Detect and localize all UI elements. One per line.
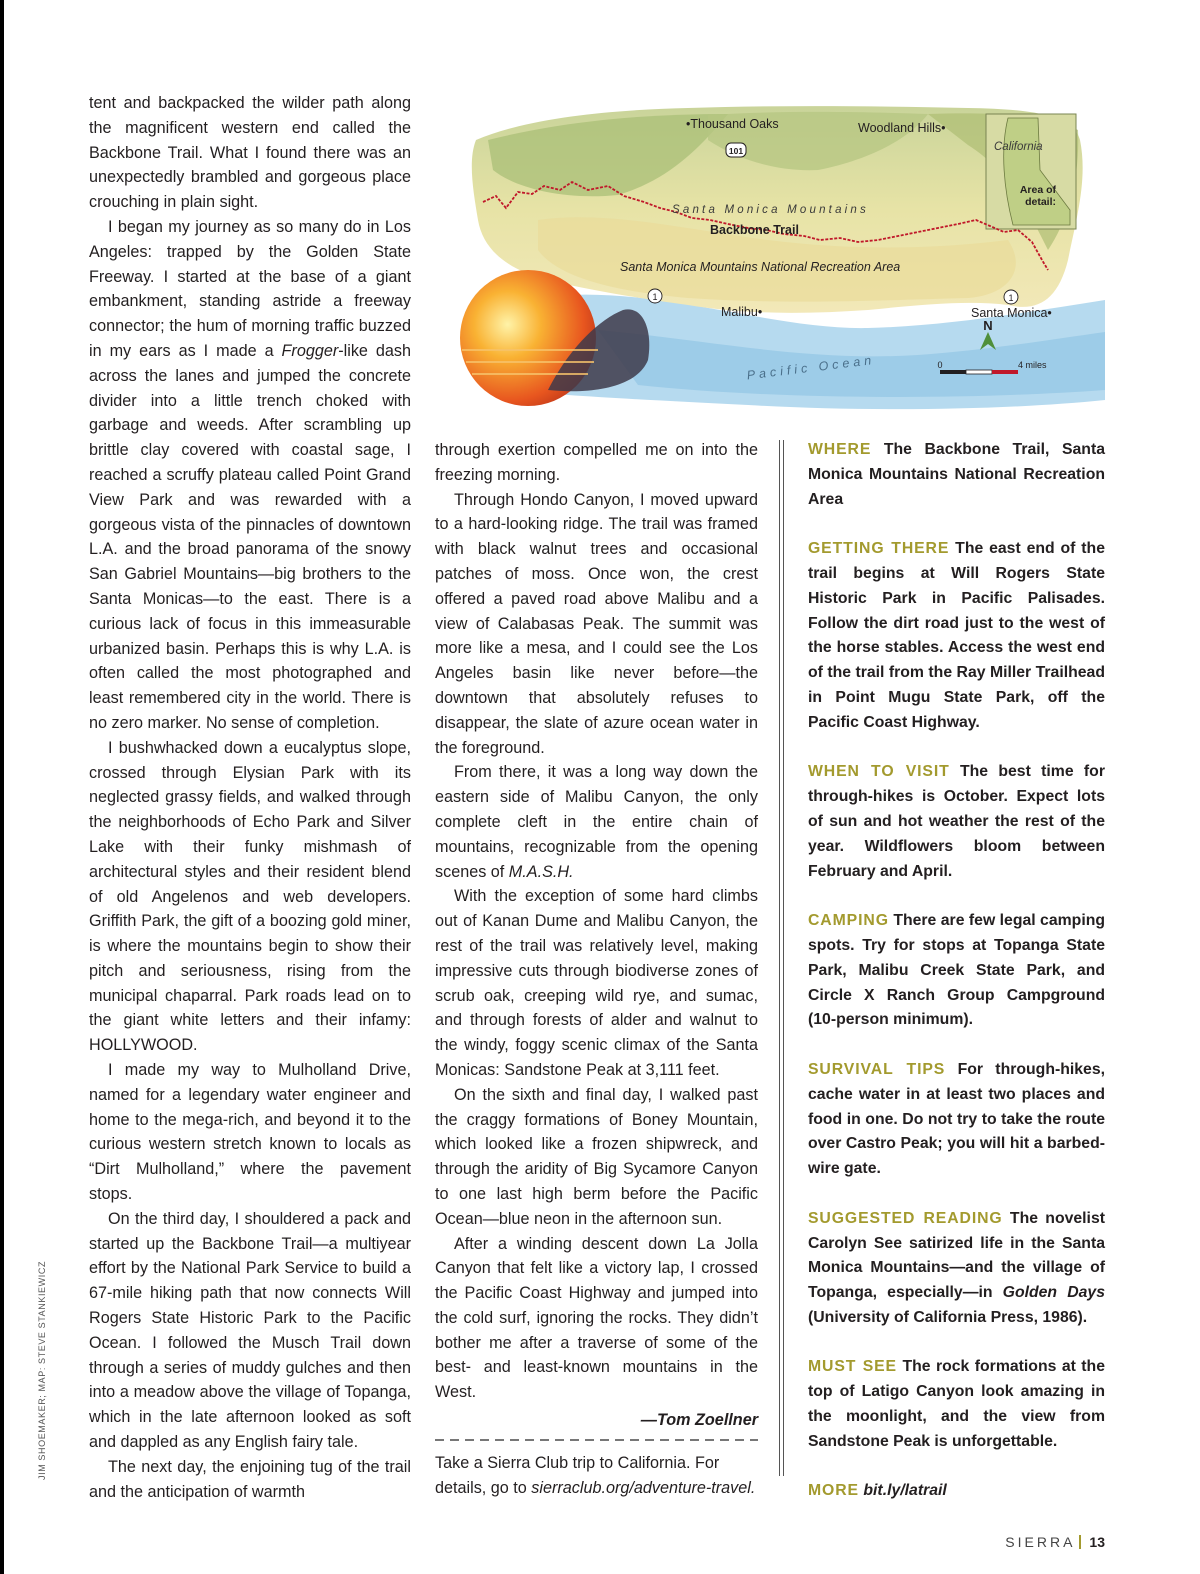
label-area-of-detail: Area of xyxy=(1019,184,1056,196)
sidebar-label: MORE xyxy=(808,1482,859,1500)
paragraph: tent and backpacked the wilder path along the magnificent western end called the Backbone Trail. What I found there was an unexpectedly brambled and gorgeous place crouching in plain sight. xyxy=(89,94,411,212)
paragraph: After a winding descent down La Jolla Canyon that felt like a victory lap, I crossed the Pacific Coast Highway and jumped into the cold surf, ignoring the rocks. They didn’t bother me after a traverse of some of the best- and least-known mountains in the West. xyxy=(435,1234,758,1402)
article-column-left xyxy=(89,91,411,1504)
paragraph: On the third day, I shouldered a pack and started up the Backbone Trail—a multiyear effort by the National Park Service to build a 67-mile hiking path that now connects Will Rogers State Historic Park to the Pacific Ocean. I followed the Musch Trail down through a series of muddy gulches and then into a meadow above the village of Topanga, which in the late afternoon looked as soft and dappled as any English fairy tale. xyxy=(89,1209,411,1452)
sidebar-text: The east end of the trail begins at Will Rogers State Historic Park in Pacific Palisades. Follow the dirt road just to the west of the horse stables. Access the west end of the trail from the Ray Miller Trailhead in Point Mugu State Park, off the Pacific Coast Highway. xyxy=(808,540,1105,731)
sidebar-label: CAMPING xyxy=(808,912,889,930)
label-scale-start: 0 xyxy=(937,360,943,370)
paragraph: through exertion compelled me on into the freezing morning. xyxy=(435,441,758,484)
sidebar-text: The novelist Carolyn See satirized life in the Santa Monica Mountains—and the village of Topanga, especially—in xyxy=(808,1209,1105,1302)
label-backbone-trail: Backbone Trail xyxy=(710,223,799,237)
magazine-name: SIERRA xyxy=(1005,1534,1076,1550)
article-column-middle xyxy=(435,438,758,1500)
sidebar-block-camping xyxy=(808,909,1105,1033)
label-santa-monica: Santa Monica• xyxy=(971,306,1052,320)
label-north: N xyxy=(983,318,993,333)
label-thousand-oaks: •Thousand Oaks xyxy=(686,117,779,131)
label-scale-end: 4 miles xyxy=(1018,360,1047,370)
sidebar-block-more xyxy=(808,1479,1105,1504)
paragraph: I made my way to Mulholland Drive, named for a legendary water engineer and home to the mega-rich, and beyond it to the curious western stretch known to locals as “Dirt Mulholland,” where the pavement stops. xyxy=(89,1061,411,1204)
paragraph: With the exception of some hard climbs out of Kanan Dume and Malibu Canyon, the rest of the trail was relatively level, making impressive cuts through biodiverse zones of scrub oak, creeping wild rye, and sumac, and through forests of alder and walnut to the windy, foggy scenic climax of the Santa Monicas: Sandstone Peak at 3,111 feet. xyxy=(435,887,758,1079)
sidebar-block-when-to-visit xyxy=(808,760,1105,884)
label-route-101: 101 xyxy=(728,146,744,156)
label-route-1-east: 1 xyxy=(1008,293,1014,303)
sidebar-block-where xyxy=(808,438,1105,512)
sidebar-block-suggested-reading: SUGGESTED READING The novelist Carolyn See satirized life in the Santa Monica Mountains—and the village of Topanga, especially—in Golden Days (University of California Press, 1986). xyxy=(808,1209,1105,1326)
book-title: Golden Days xyxy=(1002,1284,1105,1302)
paragraph: From there, it was a long way down the eastern side of Malibu Canyon, the only complete cleft in the entire chain of mountains, recognizable from the opening scenes of M.A.S.H. xyxy=(435,763,758,881)
sidebar-text: For through-hikes, cache water in at least two places and food in one. Do not try to take the route over Castro Peak; you will hit a barbed-wire gate. xyxy=(808,1060,1106,1178)
column-divider xyxy=(779,440,784,1476)
label-santa-monica-mountains: Santa Monica Mountains xyxy=(672,204,869,216)
sidebar-block-getting-there xyxy=(808,537,1105,735)
author-signature: —Tom Zoellner xyxy=(640,1411,758,1430)
photo-credit: JIM SHOEMAKER; MAP: STEVE STANKIEWICZ xyxy=(37,1260,47,1480)
sidebar-label: MUST SEE xyxy=(808,1358,897,1376)
sidebar-text: The rock formations at the top of Latigo Canyon look amazing in the moonlight, and the view from Sandstone Peak is unforgettable. xyxy=(808,1358,1105,1450)
info-sidebar xyxy=(808,438,1105,1529)
sidebar-block-must-see xyxy=(808,1355,1105,1454)
italic-title: Frogger xyxy=(281,341,339,360)
label-malibu: Malibu• xyxy=(721,305,763,319)
more-link[interactable]: bit.ly/latrail xyxy=(863,1482,947,1500)
paragraph: Through Hondo Canyon, I moved upward to a hard-looking ridge. The trail was framed with black walnut trees and occasional patches of moss. Once won, the crest offered a paved road above Malibu and a view of Calabasas Peak. The summit was more like a mesa, and I could see the Los Angeles basin like never before—the downtown that absolutely refuses to disappear, the slate of azure ocean water in the foreground. xyxy=(435,490,758,757)
sidebar-label: WHERE xyxy=(808,441,872,458)
sidebar-label: SURVIVAL TIPS xyxy=(808,1060,946,1078)
scale-bar xyxy=(940,370,1018,374)
label-route-1-west: 1 xyxy=(652,292,658,302)
sidebar-text: The best time for through-hikes is October. Expect lots of sun and hot weather the rest of the year. Wildflowers bloom between February and April. xyxy=(808,763,1105,880)
dashed-rule xyxy=(435,1439,758,1441)
paragraph: The next day, the enjoining tug of the trail and the anticipation of warmth xyxy=(89,1457,411,1501)
page-edge-strip xyxy=(0,0,4,1574)
footer-separator xyxy=(1079,1535,1081,1549)
italic-title: M.A.S.H. xyxy=(508,862,574,881)
page-number: 13 xyxy=(1089,1534,1105,1550)
paragraph: I bushwhacked down a eucalyptus slope, crossed through Elysian Park with its neglected grassy fields, and walked through the neighborhoods of Echo Park and Silver Lake with their funky mishmash of architectural styles and their resident blend of old Angelenos and web developers. Griffith Park, the gift of a boozing gold miner, is where the mountains begin to show their pitch and seriousness, rising from the municipal chaparral. Park roads lead on to the giant white letters and their infamy: HOLLYWOOD. xyxy=(89,738,411,1055)
label-nra: Santa Monica Mountains National Recreation Area xyxy=(620,260,901,274)
sidebar-label: SUGGESTED READING xyxy=(808,1209,1003,1227)
paragraph: I began my journey as so many do in Los Angeles: trapped by the Golden State Freeway. I started at the base of a giant embankment, standing astride a freeway connector; the hum of morning traffic buzzed in my ears as I made a Frogger-like dash across the lanes and jumped the concrete divider into a little trench choked with garbage and weeds. After scrambling up brittle clay covered with coastal sage, I reached a scruffy plateau called Point Grand View Park and was rewarded with a gorgeous vista of the pinnacles of downtown L.A. and the broad panorama of the snowy San Gabriel Mountains—big brothers to the Santa Monicas—to the east. There is a curious lack of focus in this immeasurable urbanized basin. Perhaps this is why L.A. is often called the most photographed and least remembered city in the world. There is no zero marker. No sense of completion. xyxy=(89,217,411,732)
page-footer xyxy=(1005,1534,1105,1550)
trip-link[interactable]: sierraclub.org/adventure-travel. xyxy=(531,1478,756,1497)
backbone-trail-map xyxy=(448,100,1105,412)
label-california: California xyxy=(994,141,1043,153)
sidebar-label: GETTING THERE xyxy=(808,540,950,558)
sidebar-label: WHEN TO VISIT xyxy=(808,763,950,781)
label-pacific-ocean: Pacific Ocean xyxy=(745,352,876,383)
paragraph: On the sixth and final day, I walked past the craggy formations of Boney Mountain, which looked like a frozen shipwreck, and through the aridity of Big Sycamore Canyon to one last high berm before the Pacific Ocean—blue neon in the afternoon sun. xyxy=(435,1085,758,1228)
sidebar-text: There are few legal camping spots. Try for stops at Topanga State Park, Malibu Creek State Park, and Circle X Ranch Group Campground (10-person minimum). xyxy=(808,912,1106,1029)
label-woodland-hills: Woodland Hills• xyxy=(858,121,946,135)
trip-note: Take a Sierra Club trip to California. For details, go to sierraclub.org/adventure-travel. xyxy=(435,1453,756,1497)
label-area-of-detail-2: detail: xyxy=(1025,196,1056,208)
sidebar-text: The Backbone Trail, Santa Monica Mountains National Recreation Area xyxy=(808,441,1105,508)
sidebar-block-survival-tips xyxy=(808,1058,1105,1182)
